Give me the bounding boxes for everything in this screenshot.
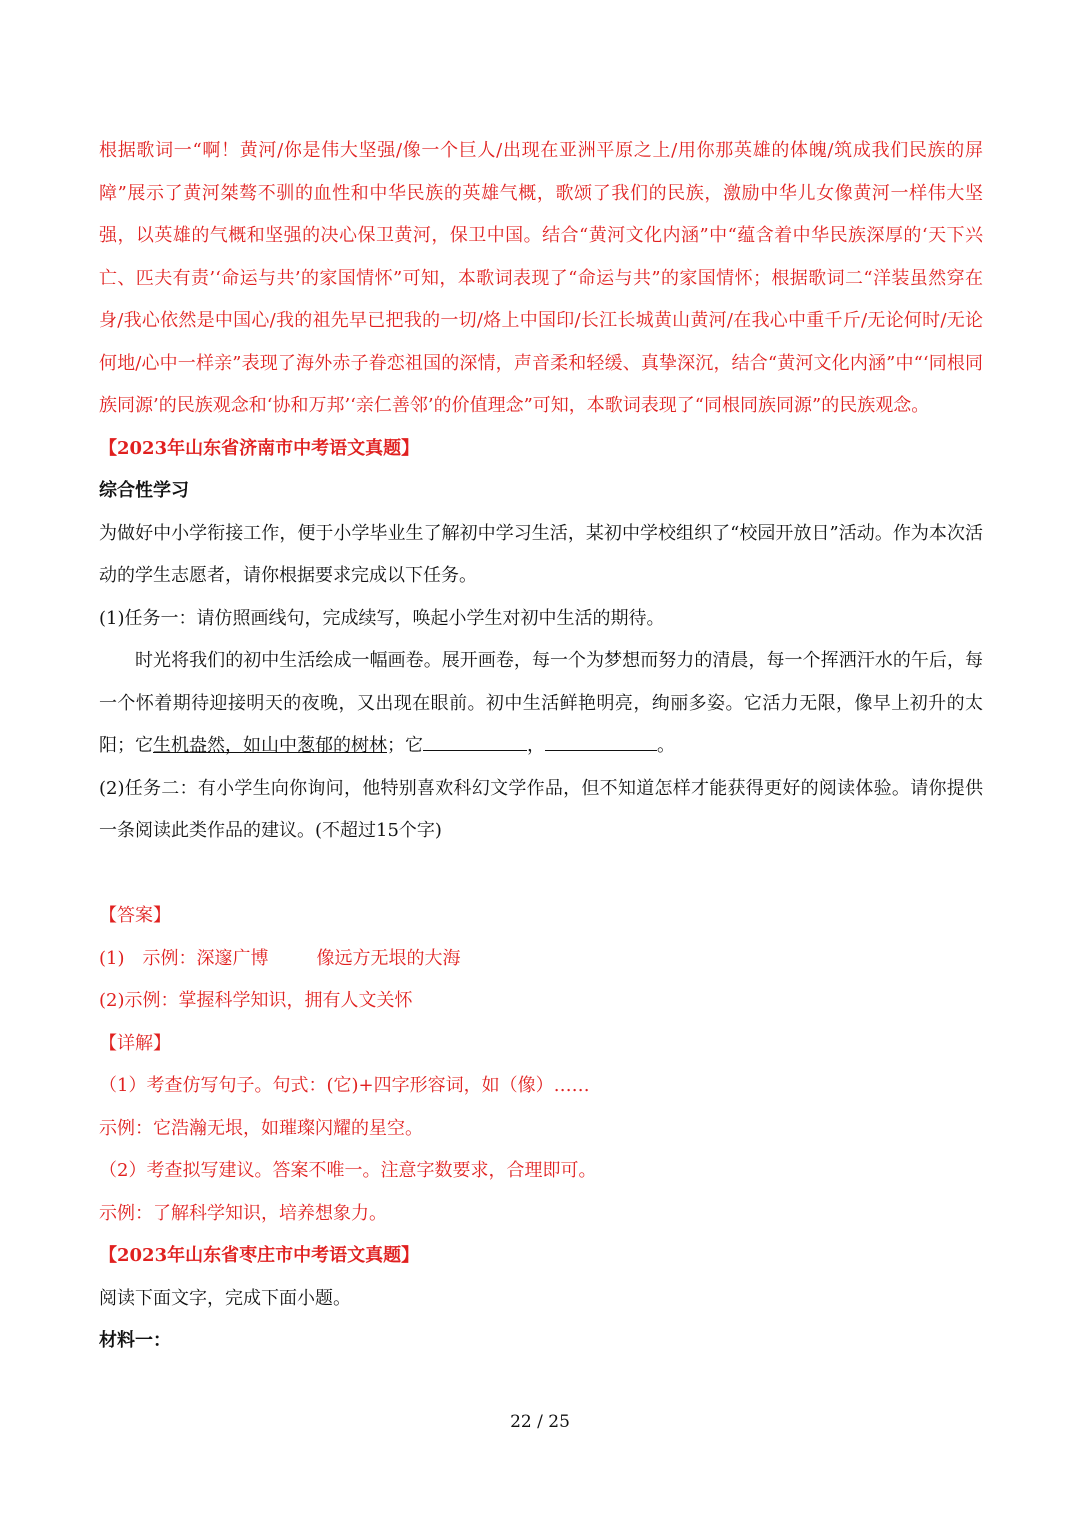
answer-one-label: (1) 示例：深邃广博: [99, 947, 269, 969]
answer-heading: 【答案】: [99, 905, 171, 926]
passage-end: 。: [657, 735, 675, 756]
detail-one: （1）考查仿写句子。句式：(它)+四字形容词，如（像）……: [99, 1075, 590, 1096]
detail-two-example: 示例：了解科学知识，培养想象力。: [99, 1202, 387, 1224]
answer-one-value: 像远方无垠的大海: [316, 947, 461, 969]
detail-heading: 【详解】: [99, 1032, 171, 1054]
answer-one: [99, 938, 983, 981]
reading-instruction: 阅读下面文字，完成下面小题。: [99, 1287, 351, 1309]
section-heading-zaozhuang: 【2023年山东省枣庄市中考语文真题】: [99, 1245, 420, 1266]
answer-two: (2)示例：掌握科学知识，拥有人文关怀: [99, 990, 413, 1011]
section-heading-jinan: 【2023年山东省济南市中考语文真题】: [99, 437, 420, 459]
detail-two: （2）考查拟写建议。答案不唯一。注意字数要求，合理即可。: [99, 1160, 597, 1181]
underlined-sentence: 生机盎然，如山中葱郁的树林: [153, 735, 387, 756]
fill-blank-1[interactable]: [423, 730, 527, 751]
material-label: 材料一：: [99, 1330, 171, 1351]
section-subheading: 综合性学习: [99, 480, 189, 501]
page-number: 22 / 25: [510, 1412, 570, 1432]
task-one-prompt: (1)任务一：请仿照画线句，完成续写，唤起小学生对初中生活的期待。: [99, 607, 665, 629]
passage-connector: ；它: [387, 735, 423, 756]
page-content: [99, 130, 983, 1363]
fill-blank-2[interactable]: [545, 730, 657, 751]
activity-intro: 为做好中小学衔接工作，便于小学毕业生了解初中学习生活，某初中学校组织了“校园开放日”活动。作为本次活动的学生志愿者，请你根据要求完成以下任务。: [99, 522, 983, 586]
passage-comma: ，: [527, 735, 545, 756]
detail-one-example: 示例：它浩瀚无垠，如璀璨闪耀的星空。: [99, 1117, 423, 1139]
answer-explanation-paragraph: 根据歌词一“啊！黄河/你是伟大坚强/像一个巨人/出现在亚洲平原之上/用你那英雄的体魄/筑成我们民族的屏障”展示了黄河桀骜不驯的血性和中华民族的英雄气概，歌颂了我们的民族，激励中华儿女像黄河一样伟大坚强，以英雄的气概和坚强的决心保卫黄河，保卫中国。结合“黄河文化内涵”中“蕴含着中华民族深厚的‘天下兴亡、匹夫有责’‘命运与共’的家国情怀”可知，本歌词表现了“命运与共”的家国情怀；根据歌词二“洋装虽然穿在身/我心依然是中国心/我的祖先早已把我的一切/烙上中国印/长江长城黄山黄河/在我心中重千斤/无论何时/无论何地/心中一样亲”表现了海外赤子眷恋祖国的深情，声音柔和轻缓、真挚深沉，结合“黄河文化内涵”中“‘同根同族同源’的民族观念和‘协和万邦’‘亲仁善邻’的价值理念”可知，本歌词表现了“同根同族同源”的民族观念。: [99, 140, 983, 416]
spacer: [99, 853, 983, 896]
task-two-prompt: (2)任务二：有小学生向你询问，他特别喜欢科幻文学作品，但不知道怎样才能获得更好的阅读体验。请你提供一条阅读此类作品的建议。(不超过15个字): [99, 777, 983, 841]
passage-text: 时光将我们的初中生活绘成一幅画卷。展开画卷，每一个为梦想而努力的清晨，每一个挥洒汗水的午后，每一个怀着期待迎接明天的夜晚，又出现在眼前。初中生活鲜艳明亮，绚丽多姿。它活力无限，像早上初升的太阳；它: [99, 650, 983, 756]
task-one-passage: [99, 640, 983, 768]
